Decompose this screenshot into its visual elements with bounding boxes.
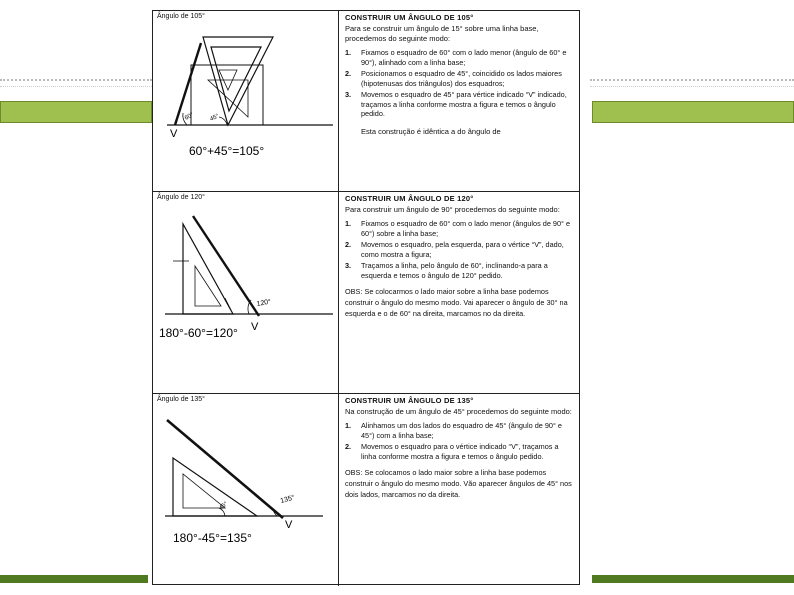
section-heading: CONSTRUIR UM ÂNGULO DE 120°: [345, 194, 474, 203]
table-row: [153, 394, 579, 586]
steps-list: [345, 48, 573, 119]
formula-text: 180°-45°=135°: [173, 531, 252, 545]
figure-135-diagram: [153, 408, 339, 586]
formula-text: 60°+45°=105°: [189, 144, 265, 158]
footer-bar-left: [0, 575, 148, 583]
intro-paragraph: Para se construir um ângulo de 15° sobre uma linha base, procedemos do seguinte modo:: [345, 24, 539, 43]
obs-paragraph: OBS: Se colocamos o lado maior sobre a linha base podemos construir o ângulo do mesmo modo. Vão aparecer ângulos de 45° nos dois lados, marcamos no da direita.: [345, 468, 572, 499]
figure-title: Ângulo de 135°: [157, 396, 205, 403]
figure-cell-135: [153, 394, 339, 586]
intro-paragraph: Para construir um ângulo de 90° procedemos do seguinte modo:: [345, 205, 560, 214]
dotted-rule-left-2: [0, 86, 152, 87]
dotted-rule-right-2: [590, 86, 794, 87]
angle-label: 60°: [184, 111, 195, 122]
steps-list: [345, 219, 573, 280]
list-item: 3. Traçamos a linha, pelo ângulo de 60°, inclinando-a para a esquerda e temos o ângulo de 120° pedido.: [345, 261, 548, 280]
document-table: [152, 10, 580, 585]
figure-120-diagram: [153, 206, 339, 394]
list-item: 1. Fixamos o esquadro de 60° com o lado menor (ângulos de 90° e 60°) sobre a linha base;: [345, 219, 571, 238]
figure-cell-105: [153, 11, 339, 191]
obs-paragraph: OBS: Se colocarmos o lado maior sobre a linha base podemos construir o ângulo do mesmo modo. Vai aparecer o ângulo de 30° na esquerda e o de 60° na direita, marcamos no da direita.: [345, 287, 568, 318]
formula-text: 180°-60°=120°: [159, 326, 238, 340]
angle-label: 45°: [209, 113, 221, 123]
dotted-rule-left: [0, 79, 152, 81]
footer-bar-right: [592, 575, 794, 583]
green-banner-left: [0, 101, 152, 123]
dotted-rule-right: [590, 79, 794, 81]
note-paragraph: Esta construção é idêntica a do ângulo de: [361, 126, 501, 136]
list-item: 2. Movemos o esquadro para o vértice indicado “V”, traçamos a linha conforme mostra a figura e temos o ângulo pedido.: [345, 442, 559, 461]
list-item: 3. Movemos o esquadro de 45° para vértice indicado “V” indicado, traçamos a linha conforme mostra a figura e temos o ângulo pedido.: [345, 90, 567, 118]
vertex-label: V: [170, 128, 178, 140]
intro-paragraph: Na construção de um ângulo de 45° procedemos do seguinte modo:: [345, 407, 572, 416]
text-cell-105: [339, 11, 579, 191]
green-banner-right: [592, 101, 794, 123]
figure-title: Ângulo de 105°: [157, 13, 205, 20]
steps-list: [345, 421, 573, 461]
angle-label: 135°: [279, 494, 296, 505]
angle-label: 45°: [218, 501, 230, 512]
list-item: 2. Posicionamos o esquadro de 45°, coincidido os lados maiores (hipotenusas dos triângulos) dos esquadros;: [345, 69, 562, 88]
section-heading: CONSTRUIR UM ÂNGULO DE 135°: [345, 396, 474, 405]
table-row: [153, 192, 579, 394]
list-item: 2. Movemos o esquadro, pela esquerda, para o vértice “V”, dado, como mostra a figura;: [345, 240, 564, 259]
figure-105-diagram: [153, 25, 339, 190]
angle-label: 120°: [256, 298, 272, 308]
table-row: [153, 11, 579, 192]
list-item: 1. Fixamos o esquadro de 60° com o lado menor (ângulo de 60° e 90°), alinhado com a linha base;: [345, 48, 567, 67]
figure-cell-120: [153, 192, 339, 393]
vertex-label: V: [285, 519, 293, 531]
section-heading: CONSTRUIR UM ÂNGULO DE 105°: [345, 13, 474, 22]
text-cell-135: [339, 394, 579, 586]
vertex-label: V: [251, 321, 259, 333]
list-item: 1. Alinhamos um dos lados do esquadro de 45° (ângulo de 90° e 45°) com a linha base;: [345, 421, 562, 440]
figure-title: Ângulo de 120°: [157, 194, 205, 201]
text-cell-120: [339, 192, 579, 393]
